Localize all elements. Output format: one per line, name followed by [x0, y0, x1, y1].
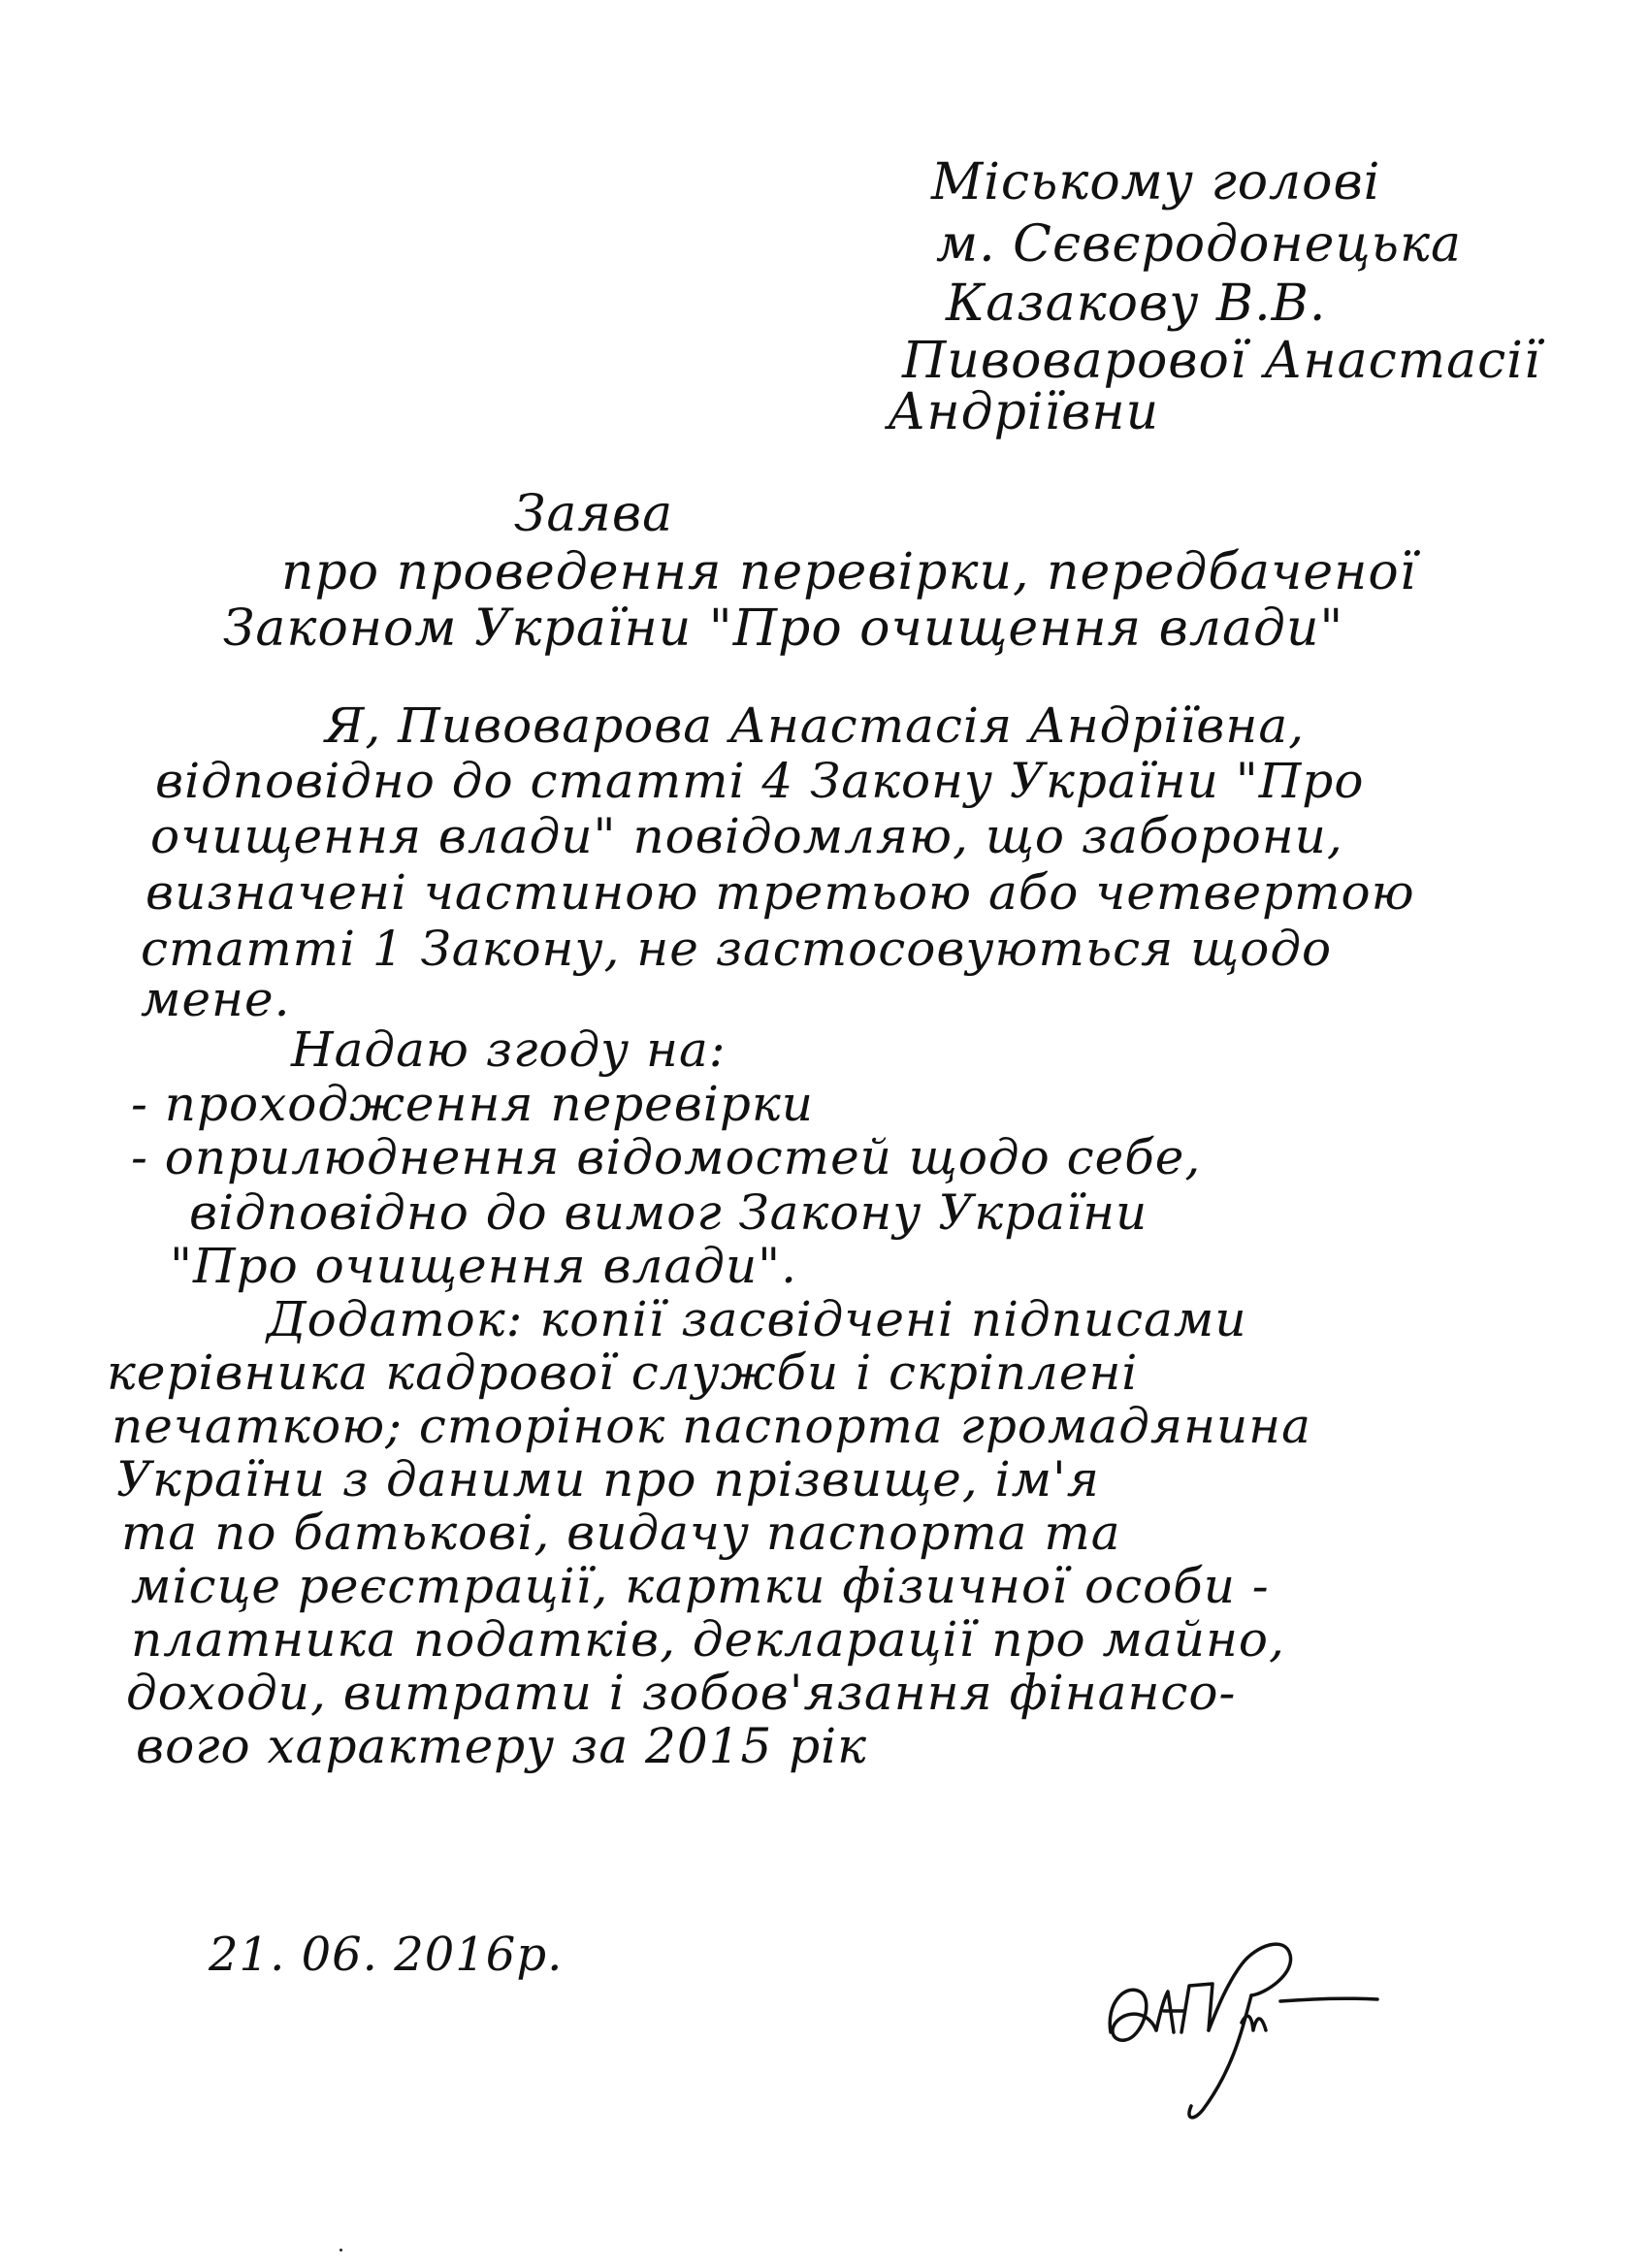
- body-line: та по батькові, видачу паспорта та: [121, 1505, 1121, 1561]
- body-line: Я, Пивоварова Анастасія Андріївна,: [325, 697, 1306, 754]
- body-line: Додаток: копії засвідчені підписами: [267, 1291, 1247, 1347]
- addressee-line-1: Міському голові: [931, 153, 1381, 211]
- body-line: відповідно до статті 4 Закону України "Про: [155, 753, 1365, 809]
- body-line: відповідно до вимог Закону України: [189, 1184, 1148, 1241]
- body-line: України з даними про прізвище, ім'я: [116, 1451, 1100, 1507]
- signature: [1096, 1916, 1387, 2129]
- addressee-line-3: Казакову В.В.: [946, 275, 1327, 333]
- body-line: місце реєстрації, картки фізичної особи -: [131, 1558, 1270, 1614]
- addressee-line-4: Пивоварової Анастасії: [902, 332, 1541, 390]
- body-line: визначені частиною третьою або четвертою: [146, 864, 1415, 921]
- body-line: керівника кадрової служби і скріплені: [107, 1345, 1139, 1401]
- body-line: "Про очищення влади".: [170, 1238, 798, 1294]
- addressee-line-2: м. Сєвєродонецька: [936, 215, 1463, 274]
- title-line-2: про проведення перевірки, передбаченої: [281, 543, 1417, 601]
- scan-speck: [340, 2249, 342, 2252]
- title-line-3: Законом України "Про очищення влади": [223, 599, 1344, 658]
- body-line: вого характеру за 2015 рік: [136, 1718, 868, 1774]
- body-line: доходи, витрати і зобов'язання фінансо-: [126, 1665, 1237, 1721]
- title-heading: Заява: [514, 485, 674, 543]
- body-line: - проходження перевірки: [131, 1076, 814, 1132]
- addressee-line-5: Андріївни: [888, 383, 1160, 441]
- document-date: 21. 06. 2016р.: [209, 1928, 564, 1982]
- body-line: статті 1 Закону, не застосовуються щодо: [141, 921, 1333, 977]
- body-line: мене.: [141, 971, 291, 1027]
- body-line: - оприлюднення відомостей щодо себе,: [131, 1129, 1202, 1185]
- body-line: очищення влади" повідомляю, що заборони,: [150, 808, 1343, 864]
- body-line: платника податків, декларації про майно,: [131, 1611, 1285, 1668]
- body-line: Надаю згоду на:: [291, 1021, 727, 1078]
- body-line: печаткою; сторінок паспорта громадянина: [112, 1398, 1311, 1454]
